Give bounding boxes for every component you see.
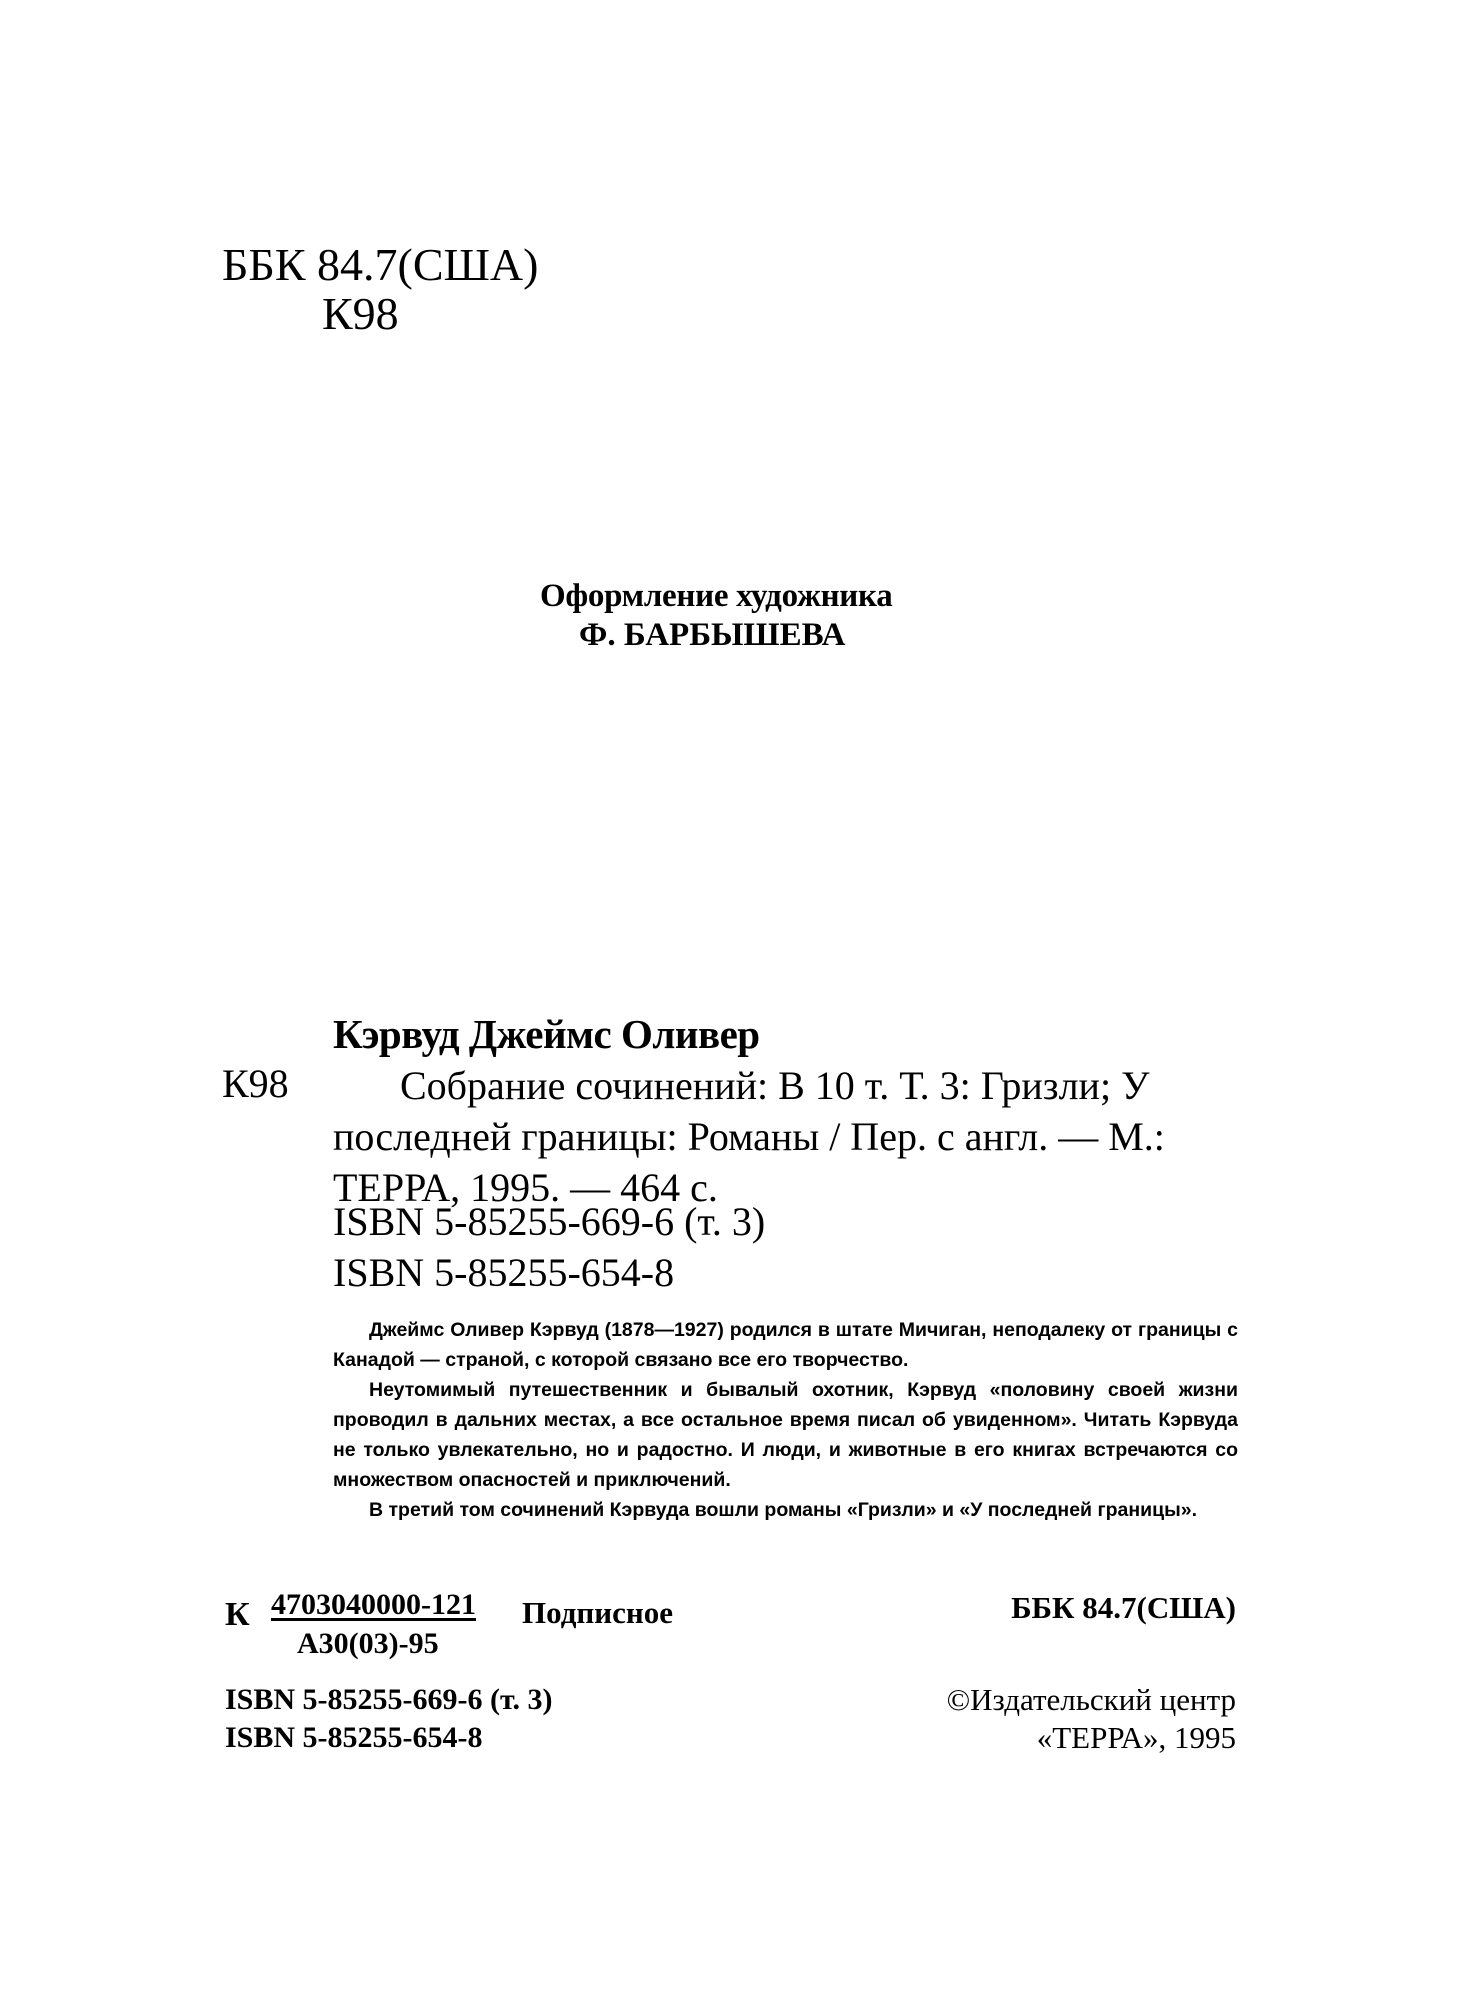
index-code: 4703040000-121	[271, 1588, 476, 1621]
annotation-paragraph-3: В третий том сочинений Кэрвуда вошли романы «Гризли» и «У последней границы».	[369, 1499, 1197, 1521]
index-code-denominator: А30(03)-95	[297, 1627, 439, 1660]
isbn-volume: ISBN 5-85255-669-6 (т. 3)	[333, 1199, 766, 1244]
bib-line-1: Собрание сочинений: В 10 т. Т. 3: Гризли; У	[400, 1063, 1150, 1108]
annotation-paragraph-1: Джеймс Оливер Кэрвуд (1878—1927) родился в штате Мичиган, неподалеку от границы с Канадой — страной, с которой связано все его творчество.	[333, 1319, 1238, 1371]
bbk-code-top: ББК 84.7(США)	[222, 239, 539, 290]
copyright-line-2: «ТЕРРА», 1995	[1036, 1720, 1236, 1755]
design-credit-label: Оформление художника	[540, 578, 893, 614]
isbn-set-footer: ISBN 5-85255-654-8	[225, 1721, 483, 1754]
annotation-paragraph-2: Неутомимый путешественник и бывалый охотник, Кэрвуд «половину своей жизни проводил в дальних местах, а все остальное время писал об увиденном». Читать Кэрвуда не только увлекательно, но и радостно. И люди, и животные в его книгах встречаются со множеством опасностей и приключений.	[333, 1379, 1238, 1491]
cutter-mark-top: К98	[322, 288, 399, 339]
isbn-set: ISBN 5-85255-654-8	[333, 1250, 675, 1295]
bbk-code-bottom: ББК 84.7(США)	[1011, 1590, 1236, 1625]
bib-line-3: ТЕРРА, 1995. — 464 с.	[333, 1165, 718, 1210]
author-heading: Кэрвуд Джеймс Оливер	[333, 1011, 760, 1057]
index-letter: К	[225, 1596, 250, 1633]
bib-line-2: последней границы: Романы / Пер. с англ. — М.:	[333, 1114, 1165, 1159]
isbn-block-footer	[225, 1681, 552, 1757]
design-credit-artist: Ф. БАРБЫШЕВА	[579, 617, 846, 653]
isbn-block-entry	[333, 1196, 765, 1298]
subscription-label: Подписное	[522, 1595, 674, 1630]
annotation	[333, 1315, 1238, 1525]
isbn-volume-footer: ISBN 5-85255-669-6 (т. 3)	[225, 1683, 553, 1716]
copyright-notice	[947, 1681, 1236, 1757]
cutter-mark-entry: К98	[222, 1061, 289, 1106]
bibliographic-description	[333, 1060, 1165, 1213]
copyright-line-1: ©Издательский центр	[946, 1682, 1236, 1717]
